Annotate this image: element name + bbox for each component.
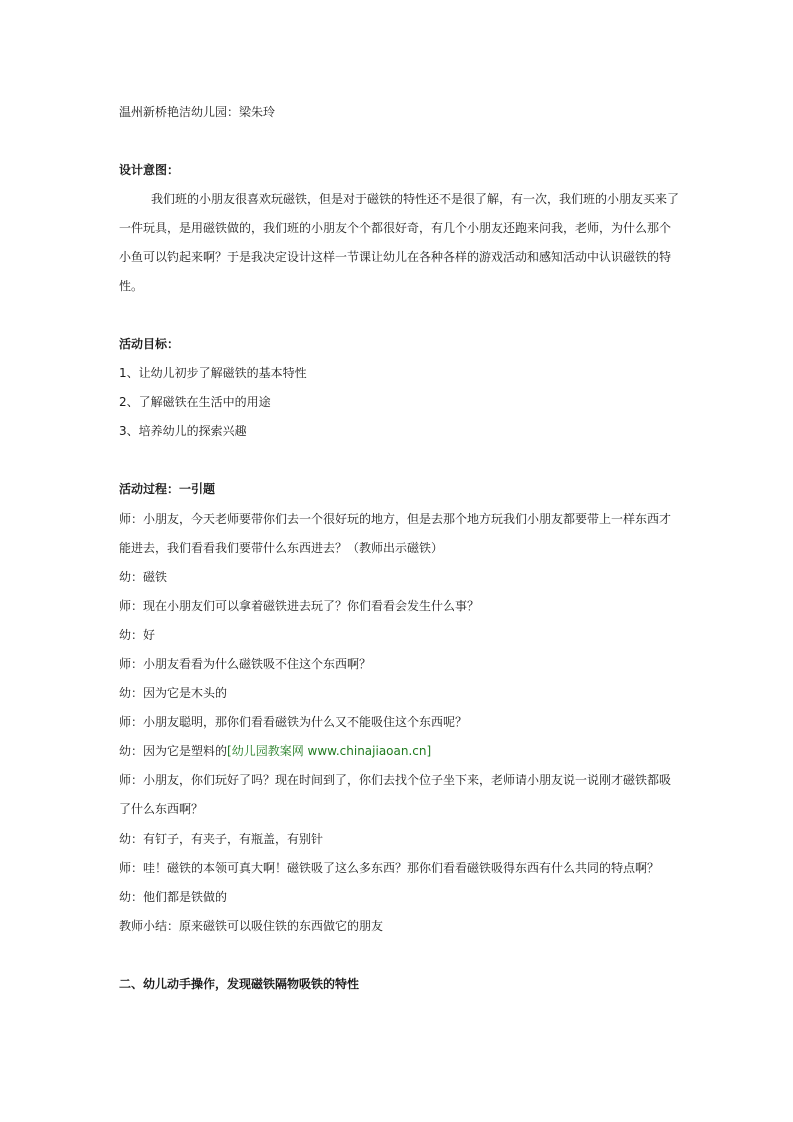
dialogue-line: 师：小朋友，今天老师要带你们去一个很好玩的地方，但是去那个地方玩我们小朋友都要带上一样东西才 [119,512,672,526]
goal-item: 2、了解磁铁在生活中的用途 [119,395,271,409]
process-heading: 活动过程：一引题 [119,482,216,496]
dialogue-line: 师：小朋友看看为什么磁铁吸不住这个东西啊？ [119,657,372,671]
dialogue-line: 幼：有钉子，有夹子，有瓶盖，有别针 [119,832,324,846]
design-intent-line: 一件玩具，是用磁铁做的，我们班的小朋友个个都很好奇，有几个小朋友还跑来问我，老师，为什么那个 [119,221,672,235]
dialogue-line: 幼：他们都是铁做的 [119,890,228,904]
dialogue-line: 了什么东西啊？ [119,802,204,816]
goals-heading: 活动目标： [119,337,180,351]
dialogue-line: 师：哇！磁铁的本领可真大啊！磁铁吸了这么多东西？那你们看看磁铁吸得东西有什么共同的特点啊？ [119,861,660,875]
design-intent-line: 我们班的小朋友很喜欢玩磁铁，但是对于磁铁的特性还不是很了解，有一次，我们班的小朋友买来了 [151,192,680,206]
author-line: 温州新桥艳洁幼儿园：梁朱玲 [119,105,276,119]
design-intent-heading: 设计意图： [119,163,180,177]
dialogue-line: 能进去，我们看看我们要带什么东西进去？（教师出示磁铁） [119,541,444,555]
design-intent-line: 小鱼可以钓起来啊？于是我决定设计这样一节课让幼儿在各种各样的游戏活动和感知活动中认识磁铁的特 [119,250,672,264]
dialogue-text: 幼：因为它是塑料的 [119,744,228,758]
dialogue-line: 师：小朋友聪明，那你们看看磁铁为什么又不能吸住这个东西呢？ [119,715,468,729]
source-link[interactable]: [幼儿园教案网 www.chinajiaoan.cn] [227,744,432,758]
design-intent-line: 性。 [119,279,144,293]
dialogue-line-with-link [119,743,431,759]
dialogue-line: 幼：好 [119,628,156,642]
dialogue-line: 幼：磁铁 [119,570,168,584]
teacher-summary: 教师小结：原来磁铁可以吸住铁的东西做它的朋友 [119,919,384,933]
section-two-heading: 二、幼儿动手操作，发现磁铁隔物吸铁的特性 [119,977,360,991]
goal-item: 3、培养幼儿的探索兴趣 [119,424,247,438]
goal-item: 1、让幼儿初步了解磁铁的基本特性 [119,366,307,380]
dialogue-line: 师：现在小朋友们可以拿着磁铁进去玩了？你们看看会发生什么事？ [119,599,480,613]
dialogue-line: 幼：因为它是木头的 [119,686,228,700]
dialogue-line: 师：小朋友，你们玩好了吗？现在时间到了，你们去找个位子坐下来，老师请小朋友说一说刚才磁铁都吸 [119,773,672,787]
